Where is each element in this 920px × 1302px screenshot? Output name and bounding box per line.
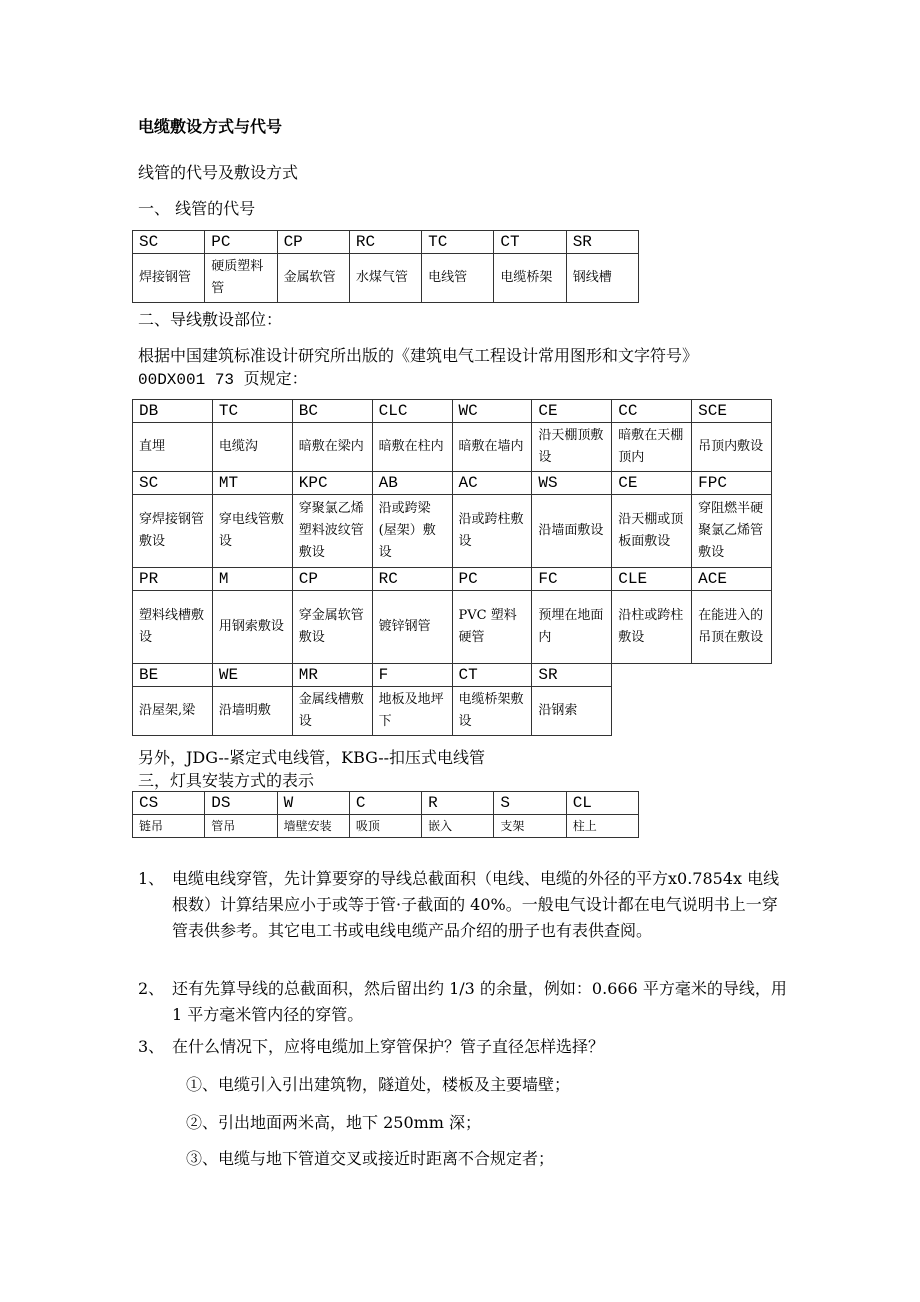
code-cell: CT <box>494 231 566 254</box>
code-cell: M <box>212 568 292 591</box>
code-cell: FC <box>532 568 612 591</box>
code-cell: AC <box>452 472 532 495</box>
description-cell: 链吊 <box>133 815 205 838</box>
source-line-2: 00DX001 73 页规定： <box>138 371 308 389</box>
description-cell: 墙壁安装 <box>277 815 349 838</box>
description-cell: 塑料线槽敷设 <box>133 591 213 664</box>
code-cell: CE <box>612 472 692 495</box>
code-cell: CT <box>452 664 532 687</box>
description-cell: 用钢索敷设 <box>212 591 292 664</box>
code-cell: SC <box>133 472 213 495</box>
sub-item-1: ①、电缆引入引出建筑物，隧道处，楼板及主要墙壁； <box>186 1075 571 1094</box>
description-cell: 金属线槽敷设 <box>292 687 372 736</box>
code-row <box>133 400 772 423</box>
code-cell: CLE <box>612 568 692 591</box>
code-cell: FPC <box>692 472 772 495</box>
code-cell: C <box>349 792 421 815</box>
code-cell: RC <box>372 568 452 591</box>
code-cell: CP <box>277 231 349 254</box>
description-cell: 金属软管 <box>277 254 349 303</box>
description-row <box>133 687 772 736</box>
code-cell: DB <box>133 400 213 423</box>
section-heading-2: 二、导线敷设部位： <box>138 310 283 329</box>
description-cell: 管吊 <box>205 815 277 838</box>
description-cell: 焊接钢管 <box>133 254 205 303</box>
paragraph-2 <box>138 976 788 1028</box>
description-cell: 沿钢索 <box>532 687 612 736</box>
paragraph-text: 还有先算导线的总截面积，然后留出约 1/3 的余量，例如：0.666 平方毫米的导线，用 1 平方毫米管内径的穿管。 <box>172 979 787 1024</box>
description-cell: 穿电线管敷设 <box>212 495 292 568</box>
code-cell: S <box>494 792 566 815</box>
description-cell: 在能进入的吊顶在敷设 <box>692 591 772 664</box>
code-cell: WE <box>212 664 292 687</box>
code-cell: PC <box>205 231 277 254</box>
description-cell: 沿墙面敷设 <box>532 495 612 568</box>
code-cell: TC <box>212 400 292 423</box>
code-cell: MT <box>212 472 292 495</box>
description-row <box>133 815 639 838</box>
code-cell: CC <box>612 400 692 423</box>
description-cell: 沿天棚或顶板面敷设 <box>612 495 692 568</box>
section-heading-3: 三，灯具安装方式的表示 <box>138 771 315 790</box>
code-cell: BE <box>133 664 213 687</box>
description-cell: 穿聚氯乙烯塑料波纹管敷设 <box>292 495 372 568</box>
code-cell: PR <box>133 568 213 591</box>
code-row <box>133 472 772 495</box>
code-cell: CS <box>133 792 205 815</box>
subtitle: 线管的代号及敷设方式 <box>138 163 299 182</box>
description-cell: 沿天棚顶敷设 <box>532 423 612 472</box>
paragraph-number: 2、 <box>138 979 165 998</box>
code-cell: CE <box>532 400 612 423</box>
description-cell: 沿墙明敷 <box>212 687 292 736</box>
description-cell: 电缆桥架敷设 <box>452 687 532 736</box>
code-cell: BC <box>292 400 372 423</box>
description-cell: 暗敷在天棚顶内 <box>612 423 692 472</box>
paragraph-3 <box>138 1034 788 1060</box>
code-cell: DS <box>205 792 277 815</box>
description-cell: 穿焊接钢管敷设 <box>133 495 213 568</box>
description-cell: 电缆沟 <box>212 423 292 472</box>
description-row <box>133 254 639 303</box>
sub-item-2: ②、引出地面两米高，地下 250mm 深； <box>186 1113 482 1132</box>
description-cell: 穿阻燃半硬聚氯乙烯管敷设 <box>692 495 772 568</box>
description-row <box>133 591 772 664</box>
code-row <box>133 568 772 591</box>
description-cell: PVC 塑料硬管 <box>452 591 532 664</box>
paragraph-text: 电缆电线穿管，先计算要穿的导线总截面积（电线、电缆的外径的平方x0.7854x 电线根数）计算结果应小于或等于管·子截面的 40%。一般电气设计都在电气说明书上一穿管表供参考。其它电工书或电线电缆产品介绍的册子也有表供查阅。 <box>172 869 780 940</box>
description-cell: 嵌入 <box>422 815 494 838</box>
description-cell: 沿屋架,梁 <box>133 687 213 736</box>
lamp-install-table <box>132 791 639 838</box>
description-cell: 沿或跨柱敷设 <box>452 495 532 568</box>
code-row <box>133 664 772 687</box>
code-cell: SR <box>532 664 612 687</box>
code-cell: KPC <box>292 472 372 495</box>
code-cell: ACE <box>692 568 772 591</box>
description-cell: 暗敷在柱内 <box>372 423 452 472</box>
code-cell: SC <box>133 231 205 254</box>
document-title: 电缆敷设方式与代号 <box>138 117 283 136</box>
code-cell: CL <box>566 792 638 815</box>
description-cell: 吸顶 <box>349 815 421 838</box>
code-cell: R <box>422 792 494 815</box>
description-cell: 电线管 <box>422 254 494 303</box>
description-cell: 镀锌钢管 <box>372 591 452 664</box>
description-cell: 硬质塑料管 <box>205 254 277 303</box>
code-cell: SCE <box>692 400 772 423</box>
description-cell: 直埋 <box>133 423 213 472</box>
paragraph-number: 1、 <box>138 869 165 888</box>
description-cell: 水煤气管 <box>349 254 421 303</box>
code-cell: WS <box>532 472 612 495</box>
description-cell: 沿或跨梁(屋架）敷设 <box>372 495 452 568</box>
code-cell: F <box>372 664 452 687</box>
source-line-1: 根据中国建筑标准设计研究所出版的《建筑电气工程设计常用图形和文字符号》 <box>138 346 699 365</box>
wiring-location-table <box>132 399 772 736</box>
code-cell: W <box>277 792 349 815</box>
description-row <box>133 495 772 568</box>
code-cell: SR <box>566 231 638 254</box>
code-row <box>133 792 639 815</box>
description-cell: 支架 <box>494 815 566 838</box>
description-cell: 沿柱或跨柱敷设 <box>612 591 692 664</box>
conduit-code-table <box>132 230 639 303</box>
code-cell: CP <box>292 568 372 591</box>
description-cell: 柱上 <box>566 815 638 838</box>
description-cell: 电缆桥架 <box>494 254 566 303</box>
code-cell: MR <box>292 664 372 687</box>
code-cell: RC <box>349 231 421 254</box>
note: 另外，JDG--紧定式电线管，KBG--扣压式电线管 <box>138 748 486 767</box>
description-cell: 暗敷在墙内 <box>452 423 532 472</box>
description-cell: 穿金属软管敷设 <box>292 591 372 664</box>
description-cell: 暗敷在梁内 <box>292 423 372 472</box>
code-cell: TC <box>422 231 494 254</box>
description-cell: 地板及地坪下 <box>372 687 452 736</box>
paragraph-text: 在什么情况下，应将电缆加上穿管保护？管子直径怎样选择？ <box>172 1037 605 1056</box>
code-cell: AB <box>372 472 452 495</box>
code-cell: PC <box>452 568 532 591</box>
section-heading-1: 一、 线管的代号 <box>138 199 256 218</box>
code-cell: CLC <box>372 400 452 423</box>
description-cell: 钢线槽 <box>566 254 638 303</box>
description-row <box>133 423 772 472</box>
sub-item-3: ③、电缆与地下管道交叉或接近时距离不合规定者； <box>186 1149 555 1168</box>
description-cell: 预埋在地面内 <box>532 591 612 664</box>
code-cell: WC <box>452 400 532 423</box>
paragraph-1 <box>138 866 788 944</box>
description-cell: 吊顶内敷设 <box>692 423 772 472</box>
paragraph-number: 3、 <box>138 1037 165 1056</box>
code-row <box>133 231 639 254</box>
